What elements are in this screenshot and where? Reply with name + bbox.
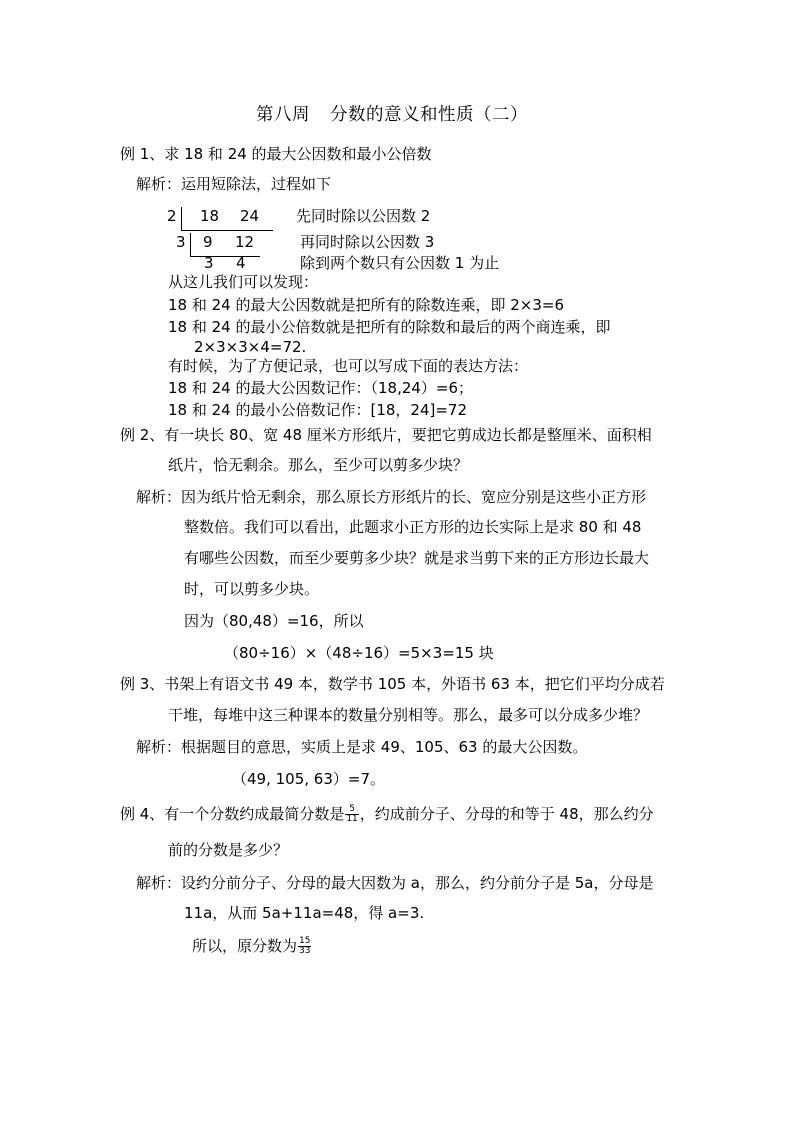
ex1-line-3: 18 和 24 的最小公倍数就是把所有的除数和最后的两个商连乘，即 <box>168 318 611 336</box>
example-2-question-line-2: 纸片，恰无剩余。那么，至少可以剪多少块？ <box>168 456 469 474</box>
division-note-1: 先同时除以公因数 2 <box>296 207 431 225</box>
fraction-numerator: 5 <box>349 804 355 814</box>
example-4-analysis-line-1: 解析：设约分前分子、分母的最大因数为 a，那么，约分前分子是 5a，分母是 <box>136 874 654 892</box>
fraction-denominator: 33 <box>299 946 311 956</box>
example-4-question-line-2: 前的分数是多少？ <box>168 841 289 859</box>
example-2-analysis-line-2: 整数倍。我们可以看出，此题求小正方形的边长实际上是求 80 和 48 <box>184 518 642 536</box>
division-bracket-h1 <box>181 230 273 231</box>
example-4-question-part-b: ，约成前分子、分母的和等于 48，那么约分 <box>359 805 654 823</box>
division-note-2: 再同时除以公因数 3 <box>300 233 435 251</box>
division-bracket-v1 <box>181 207 182 231</box>
page-title <box>256 105 528 127</box>
quotient-b3: 4 <box>236 254 246 272</box>
dividend-b1: 24 <box>240 207 260 225</box>
example-4-question-part-a: 例 4、有一个分数约成最简分数是 <box>120 805 345 823</box>
ex1-line-1: 从这儿我们可以发现： <box>168 273 319 291</box>
ex1-line-2: 18 和 24 的最大公因数就是把所有的除数连乘，即 2×3=6 <box>168 296 565 314</box>
title-topic: 分数的意义和性质（二） <box>330 105 528 125</box>
dividend-b2: 12 <box>235 233 255 251</box>
example-3-question-line-2: 干堆，每堆中这三种课本的数量分别相等。那么，最多可以分成多少堆？ <box>168 706 649 724</box>
example-3-analysis-line-2: （49, 105, 63）=7。 <box>232 770 385 788</box>
ex1-line-6: 18 和 24 的最大公因数记作：（18,24）=6； <box>168 379 474 397</box>
quotient-a3: 3 <box>204 254 214 272</box>
example-2-analysis-line-5: 因为（80,48）=16，所以 <box>184 612 364 630</box>
ex1-line-4: 2×3×3×4=72. <box>194 338 307 356</box>
example-4-analysis-line-3 <box>192 937 312 956</box>
division-note-3: 除到两个数只有公因数 1 为止 <box>300 254 500 272</box>
example-3-analysis-line-1: 解析：根据题目的意思，实质上是求 49、105、63 的最大公因数。 <box>136 738 588 756</box>
example-2-analysis-line-4: 时，可以剪多少块。 <box>184 580 320 598</box>
division-bracket-v2 <box>190 233 191 257</box>
dividend-a1: 18 <box>200 207 220 225</box>
fraction-5-11 <box>345 805 358 824</box>
example-2-analysis-line-3: 有哪些公因数，而至少要剪多少块？就是求当剪下来的正方形边长最大 <box>184 549 650 567</box>
ex1-line-5: 有时候，为了方便记录，也可以写成下面的表达方法： <box>168 357 529 375</box>
example-4-question-line-1 <box>120 805 654 824</box>
example-2-question-line-1: 例 2、有一块长 80、宽 48 厘米方形纸片，要把它剪成边长都是整厘米、面积相 <box>120 426 652 444</box>
example-1-question: 例 1、求 18 和 24 的最大公因数和最小公倍数 <box>120 145 432 163</box>
example-2-analysis-line-6: （80÷16）×（48÷16）=5×3=15 块 <box>224 644 494 662</box>
fraction-denominator: 11 <box>346 814 358 824</box>
fraction-numerator: 15 <box>299 936 311 946</box>
example-4-analysis-line-2: 11a，从而 5a+11a=48，得 a=3. <box>184 904 425 922</box>
example-4-answer-text: 所以，原分数为 <box>192 937 298 955</box>
example-1-analysis-label: 解析：运用短除法，过程如下 <box>136 175 332 193</box>
dividend-a2: 9 <box>203 233 213 251</box>
title-week: 第八周 <box>256 105 310 125</box>
divisor-1: 2 <box>167 207 177 225</box>
fraction-15-33 <box>298 937 311 956</box>
example-2-analysis-line-1: 解析：因为纸片恰无剩余，那么原长方形纸片的长、宽应分别是这些小正方形 <box>136 488 647 506</box>
division-bracket-h2 <box>190 256 260 257</box>
example-3-question-line-1: 例 3、书架上有语文书 49 本，数学书 105 本，外语书 63 本，把它们平均分成若 <box>120 675 665 693</box>
ex1-line-7: 18 和 24 的最小公倍数记作：[18，24]=72 <box>168 401 468 419</box>
divisor-2: 3 <box>176 233 186 251</box>
